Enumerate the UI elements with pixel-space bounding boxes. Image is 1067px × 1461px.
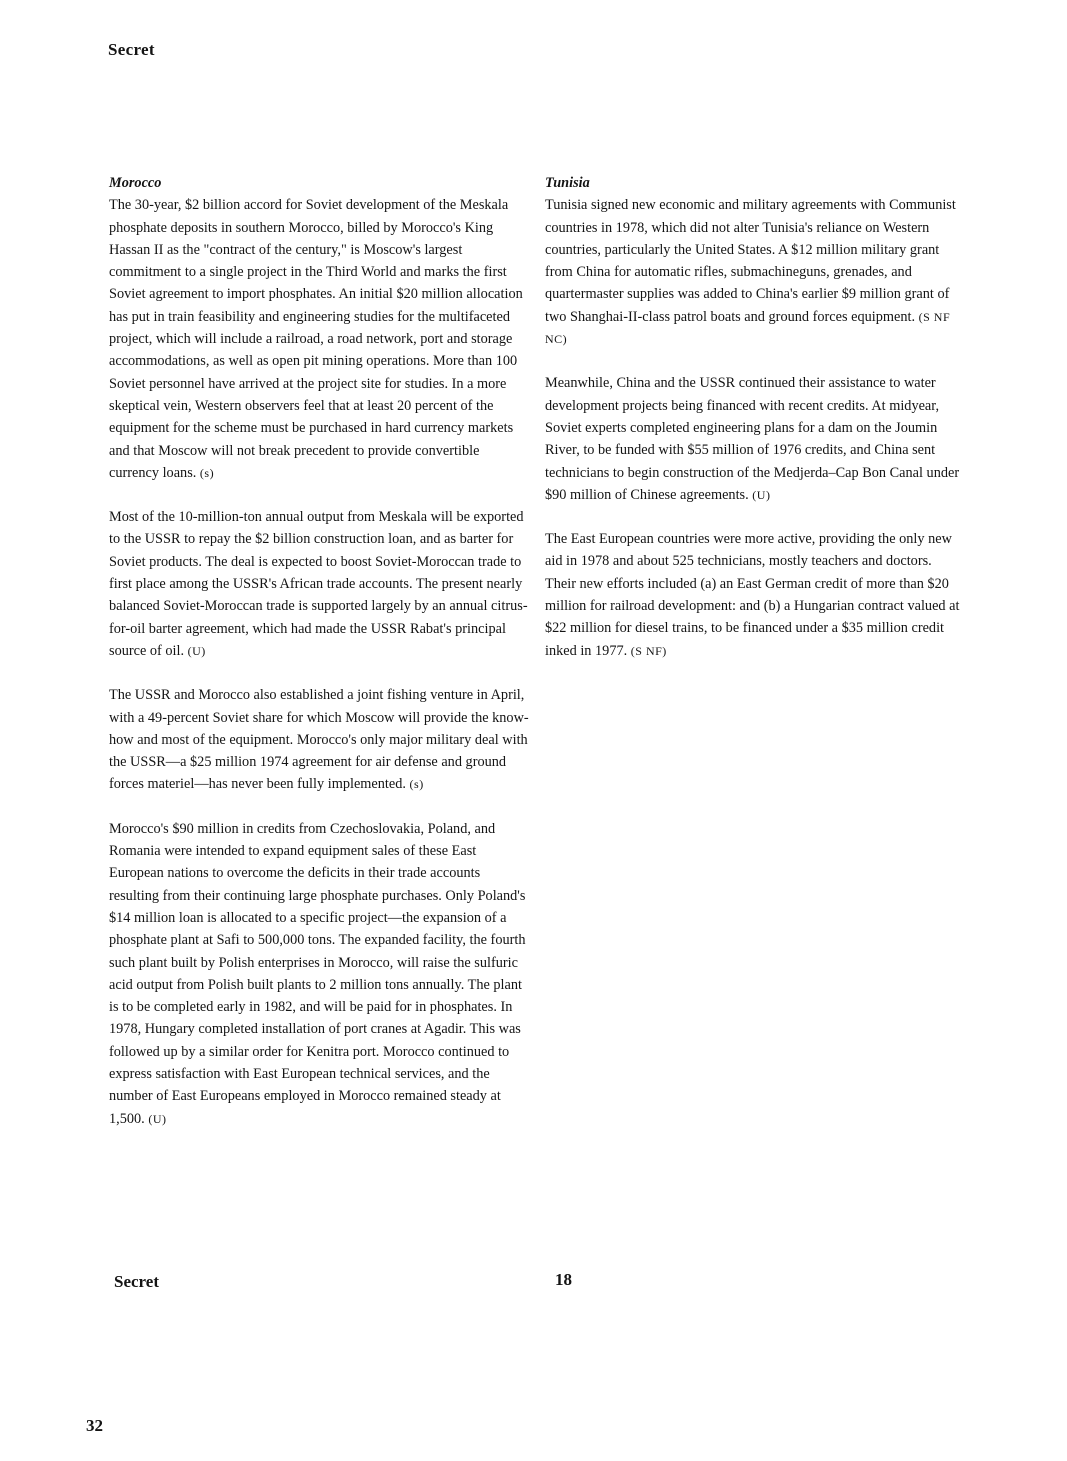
tunisia-paragraph-3 [545,528,965,662]
left-column [109,172,529,1152]
section-heading-tunisia: Tunisia [545,175,590,191]
morocco-paragraph-1 [109,194,529,484]
morocco-paragraph-4 [109,818,529,1130]
tunisia-paragraph-2 [545,372,965,506]
classification-mark: (s) [409,777,424,792]
classification-mark: (S NF) [630,643,667,658]
footer-classification: Secret [114,1272,159,1291]
classification-mark: (U) [187,643,206,658]
paragraph-text: The USSR and Morocco also established a joint fishing venture in April, with a 49-percent Soviet share for which Moscow will provide the know-how and most of the equipment. Morocco's only major military deal with the USSR—a $25 million 1974 agreement for air defense and ground forces materiel—has never been fully implemented. [109,687,529,793]
classification-mark: (s) [199,465,215,480]
section-heading-morocco: Morocco [109,175,162,191]
morocco-paragraph-3 [109,684,529,795]
tunisia-paragraph-1 [545,194,965,350]
paragraph-text: Morocco's $90 million in credits from Czechoslovakia, Poland, and Romania were intended to expand equipment sales of these East European nations to overcome the deficits in their trade accounts resulting from their continuing large phosphate purchases. Only Poland's $14 million loan is allocated to a specific project—the expansion of a phosphate plant at Safi to 500,000 tons. The expanded facility, the fourth such plant built by Polish enterprises in Morocco, will raise the sulfuric acid output from Polish built plants to 2 million tons annually. The plant is to be completed early in 1982, and will be paid for in phosphates. In 1978, Hungary completed installation of port cranes at Agadir. This was followed up by a similar order for Kenitra port. Morocco continued to express satisfaction with East European technical services, and the number of East Europeans employed in Morocco remained steady at 1,500. [109,820,526,1127]
sheet-number: 32 [86,1416,103,1435]
page-number: 18 [555,1270,572,1289]
paragraph-text: Tunisia signed new economic and military agreements with Communist countries in 1978, which did not alter Tunisia's reliance on Western countries, particularly the United States. A $12 million military grant from China for automatic rifles, submachineguns, grenades, and quartermaster supplies was added to China's earlier $9 million grant of two Shanghai-II-class patrol boats and ground forces equipment. [545,197,956,325]
classification-mark: (U) [148,1111,167,1126]
paragraph-text: The 30-year, $2 billion accord for Soviet development of the Meskala phosphate deposits in southern Morocco, billed by Morocco's King Hassan II as the "contract of the century," is Moscow's largest commitment to a single project in the Third World and marks the first Soviet agreement to import phosphates. An initial $20 million allocation has put in train feasibility and engineering studies for the multifaceted project, which will include a railroad, a road network, port and storage accommodations, as well as open pit mining operations. More than 100 Soviet personnel have arrived at the project site for studies. In a more skeptical vein, Western observers feel that at least 20 percent of the equipment for the scheme must be purchased in hard currency markets and that Moscow will not break precedent to provide convertible currency loans. [109,197,523,481]
paragraph-text: The East European countries were more active, providing the only new aid in 1978 and about 525 technicians, mostly teachers and doctors. Their new efforts included (a) an East German credit of more than $20 million for railroad development: and (b) a Hungarian contract valued at $22 million for diesel trains, to be financed under a $35 million credit inked in 1977. [545,531,960,659]
morocco-paragraph-2 [109,506,529,662]
paragraph-text: Most of the 10-million-ton annual output from Meskala will be exported to the USSR to repay the $2 billion construction loan, and as barter for Soviet products. The deal is expected to boost Soviet-Moroccan trade to first place among the USSR's African trade accounts. The present nearly balanced Soviet-Moroccan trade is supported largely by an annual citrus-for-oil barter agreement, which had made the USSR Rabat's principal source of oil. [109,509,528,659]
right-column [545,172,965,684]
paragraph-text: Meanwhile, China and the USSR continued their assistance to water development projects being financed with recent credits. At midyear, Soviet experts completed engineering plans for a dam on the Joumin River, to be funded with $55 million of 1976 credits, and China sent technicians to begin construction of the Medjerda–Cap Bon Canal under $90 million of Chinese agreements. [545,375,960,503]
header-classification: Secret [108,40,155,59]
classification-mark: (U) [752,487,771,502]
classification-mark: (S NF NC) [545,309,951,347]
